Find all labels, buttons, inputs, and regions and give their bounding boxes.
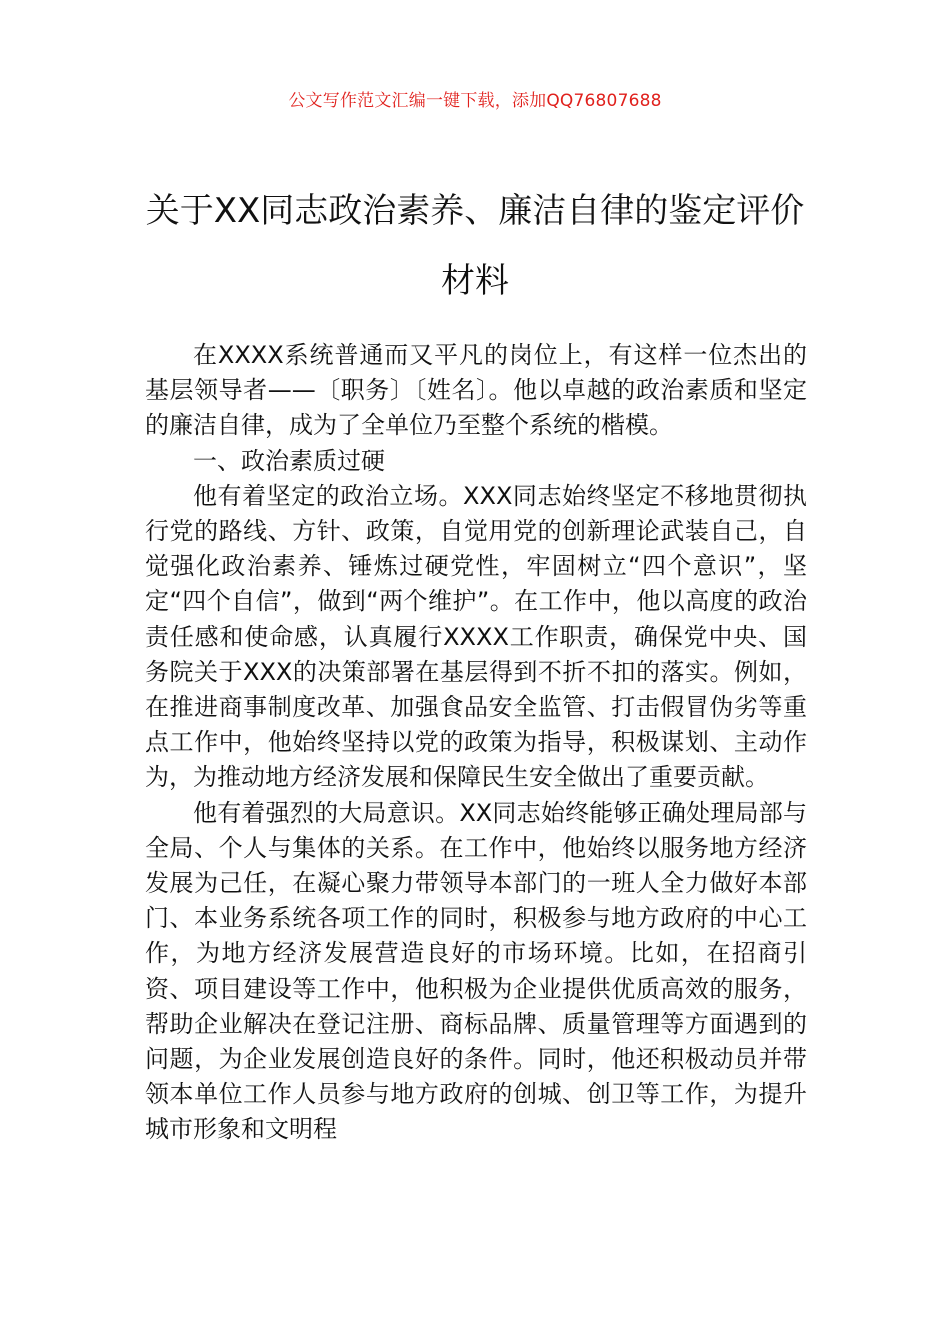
document-body bbox=[145, 338, 807, 1148]
document-title: 关于XX同志政治素养、廉洁自律的鉴定评价材料 bbox=[145, 191, 805, 301]
body-paragraph: 他有着坚定的政治立场。XXX同志始终坚定不移地贯彻执行党的路线、方针、政策，自觉用党的创新理论武装自己，自觉强化政治素养、锤炼过硬党性，牢固树立“四个意识”，坚定“四个自信”，做到“两个维护”。在工作中，他以高度的政治责任感和使命感，认真履行XXXX工作职责，确保党中央、国务院关于XXX的决策部署在基层得到不折不扣的落实。例如，在推进商事制度改革、加强食品安全监管、打击假冒伪劣等重点工作中，他始终坚持以党的政策为指导，积极谋划、主动作为，为推动地方经济发展和保障民生安全做出了重要贡献。 bbox=[145, 481, 807, 792]
intro-paragraph: 在XXXX系统普通而又平凡的岗位上，有这样一位杰出的基层领导者——〔职务〕〔姓名〕。他以卓越的政治素质和坚定的廉洁自律，成为了全单位乃至整个系统的楷模。 bbox=[145, 341, 807, 440]
download-note: 公文写作范文汇编一键下载，添加QQ76807688 bbox=[288, 91, 662, 111]
body-paragraph: 他有着强烈的大局意识。XX同志始终能够正确处理局部与全局、个人与集体的关系。在工作中，他始终以服务地方经济发展为己任，在凝心聚力带领导本部门的一班人全力做好本部门、本业务系统各项工作的同时，积极参与地方政府的中心工作，为地方经济发展营造良好的市场环境。比如，在招商引资、项目建设等工作中，他积极为企业提供优质高效的服务，帮助企业解决在登记注册、商标品牌、质量管理等方面遇到的问题，为企业发展创造良好的条件。同时，他还积极动员并带领本单位工作人员参与地方政府的创城、创卫等工作，为提升城市形象和文明程 bbox=[145, 798, 807, 1144]
section-heading: 一、政治素质过硬 bbox=[193, 446, 385, 475]
